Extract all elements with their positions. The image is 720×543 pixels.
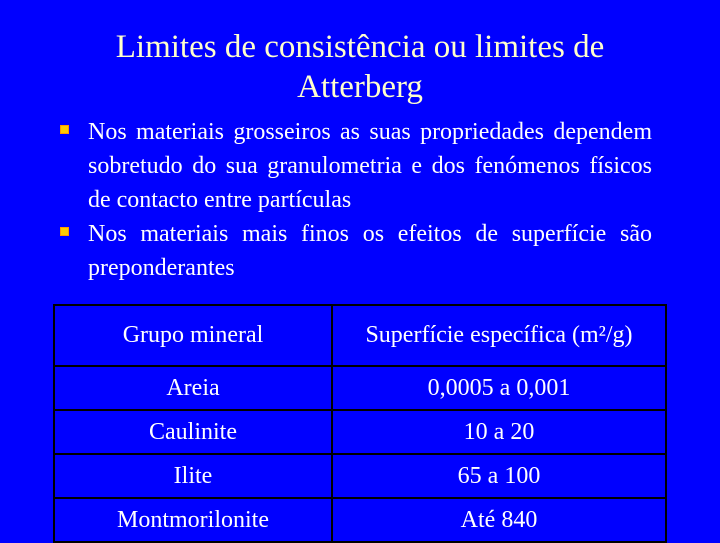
table-row [54, 498, 666, 542]
table-row [54, 410, 666, 454]
surface-cell: 0,0005 a 0,001 [332, 366, 666, 410]
bullet-item [58, 115, 652, 217]
table-row [54, 454, 666, 498]
mineral-cell: Areia [54, 366, 332, 410]
table-row [54, 366, 666, 410]
square-bullet-icon [60, 227, 69, 236]
bullet-list [58, 115, 652, 285]
bullet-text: Nos materiais grosseiros as suas propriedades dependem sobretudo do sua granulometria e dos fenómenos físicos de contacto entre partículas [88, 119, 652, 213]
bullet-item [58, 217, 652, 285]
slide-title: Limites de consistência ou limites de Atterberg [115, 29, 605, 105]
surface-area-table [53, 304, 667, 543]
mineral-cell: Montmorilonite [54, 498, 332, 542]
surface-cell: 10 a 20 [332, 410, 666, 454]
square-bullet-icon [60, 125, 69, 134]
bullet-text: Nos materiais mais finos os efeitos de superfície são preponderantes [88, 221, 652, 281]
mineral-cell: Caulinite [54, 410, 332, 454]
header-specific-surface: Superfície específica (m²/g) [332, 305, 666, 366]
mineral-cell: Ilite [54, 454, 332, 498]
surface-cell: 65 a 100 [332, 454, 666, 498]
surface-cell: Até 840 [332, 498, 666, 542]
header-mineral-group: Grupo mineral [54, 305, 332, 366]
table-header-row [54, 305, 666, 366]
